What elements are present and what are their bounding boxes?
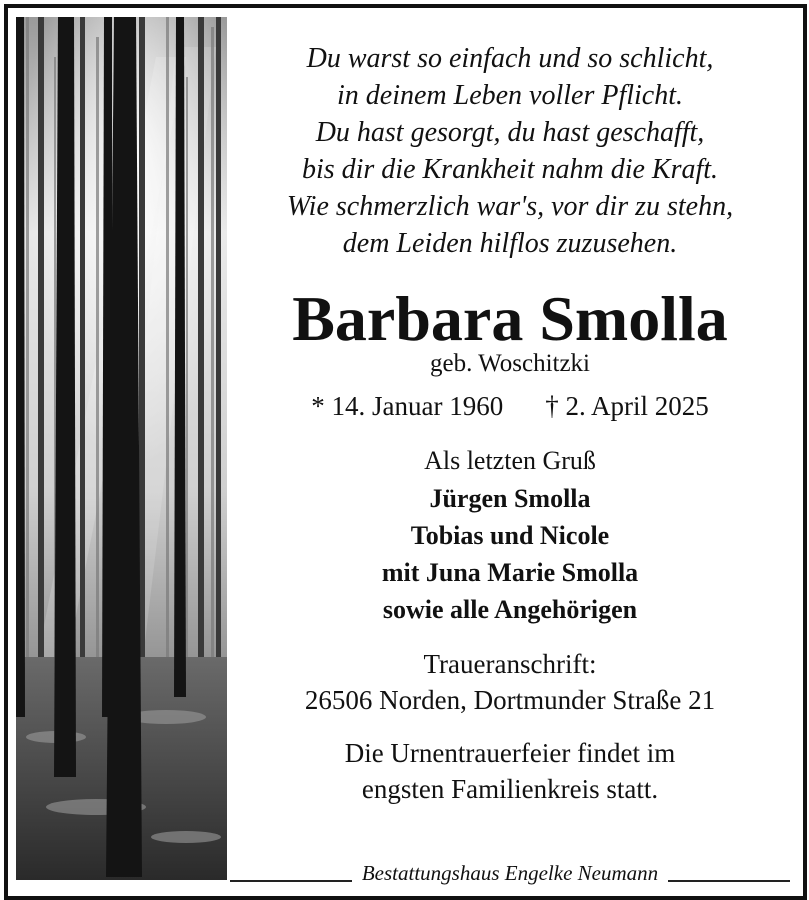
mourner-line: Jürgen Smolla xyxy=(429,484,591,513)
maiden-name: geb. Woschitzki xyxy=(430,350,590,377)
poem-line: dem Leiden hilflos zuzusehen. xyxy=(342,228,678,259)
poem-line: in deinem Leben voller Pflicht. xyxy=(336,80,684,111)
undertaker-footer xyxy=(230,860,790,888)
forest-illustration xyxy=(16,17,227,880)
funeral-line: engsten Familienkreis statt. xyxy=(361,774,659,804)
mourner-line: Tobias und Nicole xyxy=(410,521,610,550)
mourner-line: mit Juna Marie Smolla xyxy=(381,558,639,587)
mourner-line: sowie alle Angehörigen xyxy=(382,595,638,624)
funeral-line: Die Urnentrauerfeier findet im xyxy=(344,738,676,768)
mourning-address xyxy=(230,646,790,718)
poem-line: bis dir die Krankheit nahm die Kraft. xyxy=(301,154,719,185)
forest-photo xyxy=(16,17,227,880)
poem-line: Du warst so einfach und so schlicht, xyxy=(306,43,714,74)
memorial-poem xyxy=(230,40,790,262)
death-date: † 2. April 2025 xyxy=(545,391,709,421)
deceased-name: Barbara Smolla xyxy=(292,283,728,354)
undertaker-name: Bestattungshaus Engelke Neumann xyxy=(352,861,668,885)
mourners-list xyxy=(230,480,790,628)
poem-line: Du hast gesorgt, du hast geschafft, xyxy=(315,117,705,148)
birth-date: * 14. Januar 1960 xyxy=(311,391,504,421)
poem-line: Wie schmerzlich war's, vor dir zu stehn, xyxy=(286,191,734,222)
funeral-notice xyxy=(230,735,790,807)
address-value: 26506 Norden, Dortmunder Straße 21 xyxy=(304,685,716,715)
address-label: Traueranschrift: xyxy=(423,649,597,679)
life-dates xyxy=(230,390,790,422)
greeting-text: Als letzten Gruß xyxy=(424,446,596,475)
obituary-content xyxy=(230,40,790,807)
